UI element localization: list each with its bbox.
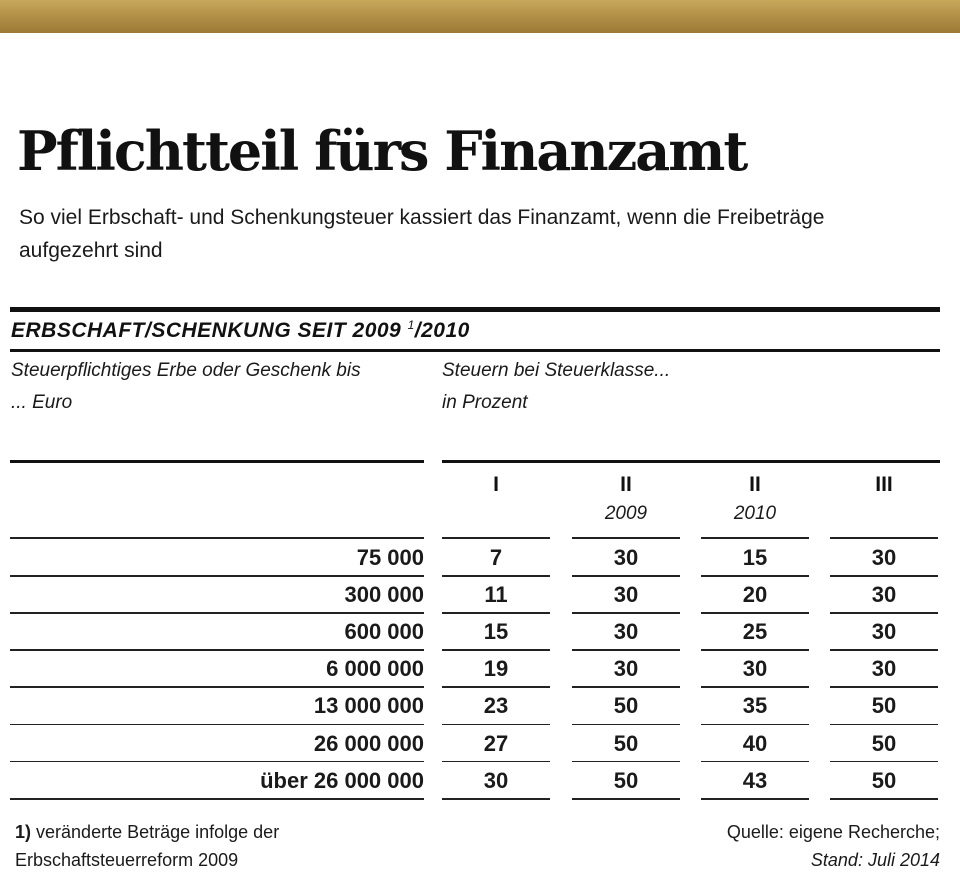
table-cell-class-ii-2010: 30: [742, 656, 768, 682]
table-cell-class-i: 23: [483, 693, 509, 719]
table-row-rule: [572, 798, 680, 800]
table-cell-class-iii: 30: [871, 545, 897, 570]
amount-header-rule: [10, 460, 424, 463]
table-cell-amount: 75 000: [356, 545, 424, 570]
table-section-title: ERBSCHAFT/SCHENKUNG SEIT 2009 $^1$/2010: [11, 318, 470, 342]
table-cell-class-ii-2009: 30: [613, 656, 639, 682]
column-ii-2009-year: 2009: [604, 503, 648, 524]
amount-column-header: Steuerpflichtiges Erbe oder Geschenk bis ... Euro: [11, 360, 361, 413]
page-subtitle: So viel Erbschaft- und Schenkungsteuer kassiert das Finanzamt, wenn die Freibeträge aufgezehrt sind: [19, 206, 825, 262]
table-cell-class-ii-2010: 15: [742, 545, 768, 570]
top-accent-bar: [0, 0, 960, 33]
tax-column-header: Steuern bei Steuerklasse... in Prozent: [442, 360, 671, 413]
table-row-rule: [10, 798, 424, 800]
table-cell-class-iii: 30: [871, 582, 897, 608]
table-cell-class-i: 15: [483, 619, 509, 645]
table-row-rule: [442, 798, 550, 800]
table-cell-amount: 300 000: [344, 582, 424, 608]
table-cell-amount: 26 000 000: [313, 730, 424, 756]
source-note: [560, 818, 940, 874]
table-cell-class-ii-2010: 43: [742, 767, 768, 793]
table-cell-class-ii-2009: 50: [613, 730, 639, 756]
table-cell-class-i: 11: [484, 582, 508, 608]
tax-header-rule: [442, 460, 940, 463]
table-row-rule: [830, 798, 938, 800]
table-cell-class-ii-2009: 30: [613, 545, 639, 570]
table-cell-class-ii-2009: 30: [613, 619, 639, 645]
column-iii-header: III: [875, 473, 893, 496]
footnote-ref: 1: [407, 318, 415, 332]
table-cell-amount: 6 000 000: [326, 656, 424, 682]
table-cell-amount: über 26 000 000: [260, 767, 424, 793]
table-cell-class-iii: 50: [871, 730, 897, 756]
table-cell-class-i: 19: [483, 656, 509, 682]
table-cell-class-iii: 30: [871, 619, 897, 645]
table-cell-class-i: 7: [489, 545, 503, 570]
source-text: Quelle: eigene Recherche;: [726, 822, 940, 842]
column-ii-2009-header: II: [620, 473, 632, 496]
table-cell-class-ii-2010: 40: [742, 730, 768, 756]
table-cell-amount: 13 000 000: [313, 693, 424, 719]
table-cell-class-ii-2009: 50: [613, 693, 639, 719]
column-i-header: I: [493, 473, 499, 496]
column-ii-2010-year: 2010: [733, 503, 777, 524]
table-cell-class-iii: 30: [871, 656, 897, 682]
column-ii-2010-header: II: [749, 473, 761, 496]
page-title: Pflichtteil fürs Finanzamt: [17, 119, 747, 183]
table-cell-class-iii: 50: [871, 767, 897, 793]
table-cell-class-ii-2010: 25: [742, 619, 768, 645]
footnote: 1) veränderte Beträge infolge der Erbschaftsteuerreform 2009: [15, 822, 280, 870]
table-cell-class-i: 27: [483, 730, 509, 756]
status-date: Stand: Juli 2014: [810, 850, 940, 870]
table-cell-amount: 600 000: [344, 619, 424, 645]
table-cell-class-i: 30: [483, 767, 509, 793]
table-row-rule: [701, 798, 809, 800]
table-cell-class-ii-2009: 50: [613, 767, 639, 793]
table-cell-class-ii-2010: 20: [742, 582, 768, 608]
table-cell-class-ii-2010: 35: [742, 693, 768, 719]
table-cell-class-iii: 50: [871, 693, 897, 719]
footnote-marker: 1): [15, 822, 32, 842]
table-cell-class-ii-2009: 30: [613, 582, 639, 608]
table-top-rule: [10, 307, 940, 312]
section-title-rule: [10, 349, 940, 352]
